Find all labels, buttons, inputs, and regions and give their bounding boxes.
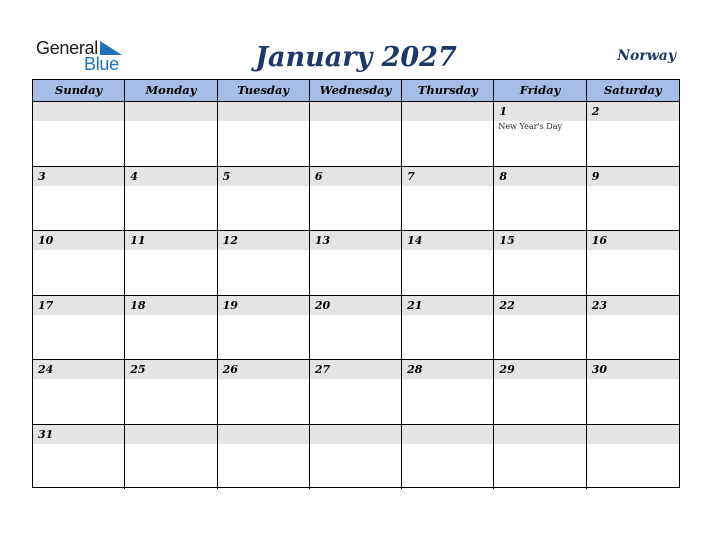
day-number-band: [125, 167, 216, 186]
day-number-band: [125, 425, 216, 444]
day-number: 25: [130, 363, 146, 376]
day-number: 24: [38, 363, 54, 376]
day-number: 13: [314, 234, 331, 247]
weekday-header: Wednesday: [310, 80, 402, 101]
calendar-grid: [32, 79, 680, 488]
calendar-day-cell: [402, 102, 494, 166]
calendar-day-cell: [587, 425, 679, 490]
weekday-header: Sunday: [33, 80, 125, 101]
calendar-day-cell: [310, 102, 402, 166]
day-number: 11: [130, 234, 146, 247]
calendar-day-cell: [494, 102, 586, 166]
calendar-day-cell: [310, 167, 402, 231]
calendar-day-cell: [218, 102, 310, 166]
day-number-band: [218, 425, 309, 444]
day-number-band: [310, 102, 401, 121]
calendar-week-row: [33, 360, 679, 425]
calendar-day-cell: [33, 296, 125, 360]
day-number: 16: [591, 234, 608, 247]
day-number: 22: [499, 298, 515, 312]
day-number-band: [402, 102, 493, 121]
day-number: 21: [407, 298, 423, 312]
calendar-day-cell: [125, 167, 217, 231]
calendar-day-cell: [218, 425, 310, 490]
calendar-day-cell: [33, 360, 125, 424]
calendar-week-row: [33, 425, 679, 490]
day-number: 30: [591, 363, 608, 376]
day-number: 26: [222, 363, 238, 376]
day-number-band: [494, 167, 585, 186]
calendar-week-row: [33, 102, 679, 167]
weekday-header: Thursday: [402, 80, 494, 101]
day-number: 5: [222, 169, 231, 183]
weekday-header-row: [33, 80, 679, 102]
day-number: 18: [130, 298, 146, 312]
logo-word-blue: Blue: [84, 54, 119, 74]
calendar-day-cell: [33, 102, 125, 166]
calendar-day-cell: [494, 425, 586, 490]
day-number-band: [125, 102, 216, 121]
day-number-band: [494, 425, 585, 444]
page-title: January 2027: [255, 42, 457, 73]
calendar-day-cell: [33, 425, 125, 490]
calendar-day-cell: [218, 231, 310, 295]
day-number-band: [33, 102, 124, 121]
calendar-day-cell: [33, 167, 125, 231]
calendar-week-row: [33, 231, 679, 296]
weekday-header: Friday: [494, 80, 586, 101]
day-number-band: [587, 167, 679, 186]
day-number: 23: [591, 298, 608, 312]
day-number: 17: [38, 298, 54, 312]
calendar-day-cell: [494, 231, 586, 295]
calendar-weeks: [33, 102, 679, 489]
day-number: 10: [38, 234, 54, 247]
day-number: 29: [499, 363, 515, 376]
day-number-band: [33, 167, 124, 186]
calendar-day-cell: [494, 167, 586, 231]
day-number: 7: [407, 169, 415, 183]
day-number-band: [218, 102, 309, 121]
day-number: 12: [222, 234, 238, 247]
calendar-day-cell: [494, 360, 586, 424]
day-number-band: [310, 167, 401, 186]
weekday-header: Saturday: [604, 83, 662, 97]
day-number: 8: [499, 169, 508, 183]
day-number: 19: [222, 298, 238, 312]
calendar-day-cell: [33, 231, 125, 295]
calendar-day-cell: [310, 231, 402, 295]
calendar-week-row: [33, 167, 679, 232]
calendar-day-cell: [310, 425, 402, 490]
day-number-band: [402, 167, 493, 186]
calendar-day-cell: [402, 167, 494, 231]
calendar-day-cell: [125, 231, 217, 295]
day-number: 4: [130, 169, 138, 183]
weekday-header: Monday: [125, 80, 217, 101]
calendar-day-cell: [494, 296, 586, 360]
calendar-day-cell: [402, 296, 494, 360]
calendar-day-cell: [125, 360, 217, 424]
day-number: 20: [314, 298, 331, 312]
day-number-band: [310, 425, 401, 444]
calendar-day-cell: [125, 296, 217, 360]
calendar-day-cell: [402, 231, 494, 295]
day-number: 27: [314, 363, 331, 376]
day-number: 28: [407, 363, 423, 376]
calendar-day-cell: [402, 360, 494, 424]
country-label: Norway: [617, 48, 676, 64]
day-number: 14: [407, 234, 423, 247]
day-number: 1: [499, 105, 508, 118]
calendar-day-cell: [218, 167, 310, 231]
day-number: 2: [591, 105, 600, 118]
weekday-header: Tuesday: [218, 80, 310, 101]
day-number: 3: [38, 169, 46, 183]
day-number: 15: [499, 234, 515, 247]
day-number-band: [587, 102, 679, 121]
calendar-day-cell: [125, 425, 217, 490]
day-number-band: [218, 167, 309, 186]
calendar-day-cell: [587, 167, 679, 231]
day-number: 6: [314, 169, 323, 183]
calendar-day-cell: [587, 231, 679, 295]
calendar-day-cell: [218, 360, 310, 424]
calendar-day-cell: [587, 296, 679, 360]
calendar-day-cell: [587, 360, 679, 424]
day-number-band: [402, 425, 493, 444]
calendar-day-cell: [587, 102, 679, 166]
day-number: 9: [591, 169, 600, 183]
calendar-day-cell: [125, 102, 217, 166]
logo-word-general: General: [36, 38, 98, 58]
calendar-day-cell: [310, 296, 402, 360]
calendar-day-cell: [310, 360, 402, 424]
calendar-day-cell: [218, 296, 310, 360]
day-number-band: [587, 425, 679, 444]
calendar-week-row: [33, 296, 679, 361]
day-number: 31: [38, 427, 54, 441]
calendar-day-cell: [402, 425, 494, 490]
holiday-label: New Year's Day: [498, 122, 563, 131]
day-number-band: [494, 102, 585, 121]
